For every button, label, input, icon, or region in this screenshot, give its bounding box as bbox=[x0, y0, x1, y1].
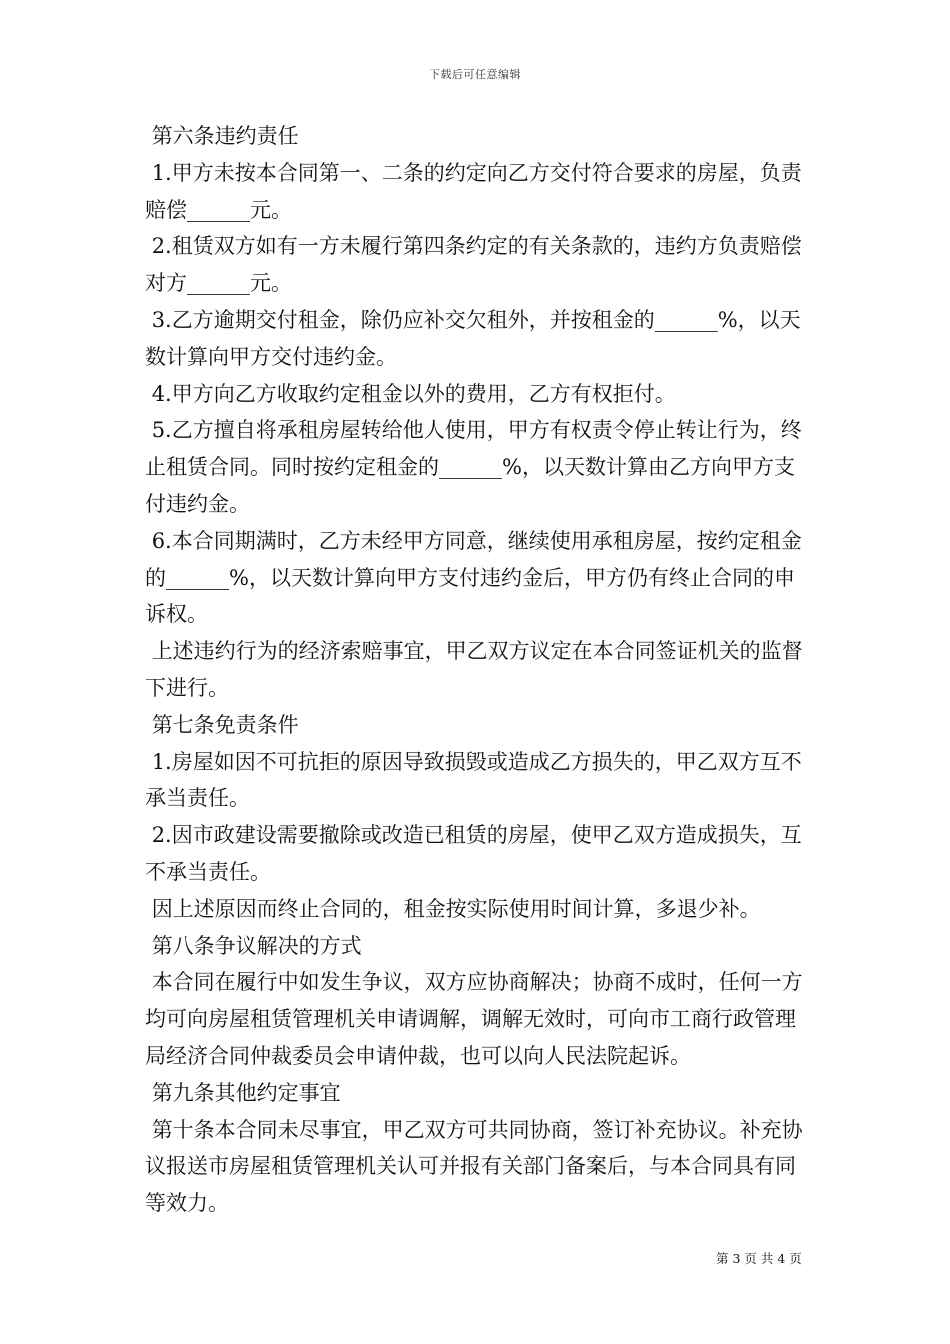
page-number: 第 3 页 共 4 页 bbox=[716, 1251, 802, 1266]
clause-6-6: 6.本合同期满时，乙方未经甲方同意，继续使用承租房屋，按约定租金的______%，以天数计算向甲方支付违约金后，甲方仍有终止合同的申诉权。 bbox=[145, 528, 802, 627]
clause-8-body: 本合同在履行中如发生争议，双方应协商解决；协商不成时，任何一方均可向房屋租赁管理机关申请调解，调解无效时，可向市工商行政管理局经济合同仲裁委员会申请仲裁，也可以向人民法院起诉。 bbox=[145, 970, 803, 1068]
clause-7-1: 1.房屋如因不可抗拒的原因导致损毁或造成乙方损失的，甲乙双方互不承当责任。 bbox=[145, 749, 802, 811]
clause-6-2: 2.租赁双方如有一方未履行第四条约定的有关条款的，违约方负责赔偿对方______元。 bbox=[145, 234, 802, 296]
clause-6-4: 4.甲方向乙方收取约定租金以外的费用，乙方有权拒付。 bbox=[145, 381, 676, 406]
clause-6-1: 1.甲方未按本合同第一、二条的约定向乙方交付符合要求的房屋，负责赔偿______元。 bbox=[145, 160, 802, 222]
article-9-heading: 第九条其他约定事宜 bbox=[145, 1080, 341, 1105]
clause-7-note: 因上述原因而终止合同的，租金按实际使用时间计算，多退少补。 bbox=[145, 896, 761, 921]
article-6-heading: 第六条违约责任 bbox=[145, 124, 299, 148]
clause-6-note: 上述违约行为的经济索赔事宜，甲乙双方议定在本合同签证机关的监督下进行。 bbox=[145, 639, 803, 700]
article-7-heading: 第七条免责条件 bbox=[145, 712, 299, 737]
document-body bbox=[145, 118, 813, 1222]
clause-7-2: 2.因市政建设需要撤除或改造已租赁的房屋，使甲乙双方造成损失，互不承当责任。 bbox=[145, 823, 802, 884]
page-header: 下载后可任意编辑 bbox=[429, 68, 521, 81]
article-8-heading: 第八条争议解决的方式 bbox=[145, 933, 362, 958]
clause-6-5: 5.乙方擅自将承租房屋转给他人使用，甲方有权责令停止转让行为，终止租赁合同。同时按约定租金的______%，以天数计算由乙方向甲方支付违约金。 bbox=[145, 418, 802, 516]
clause-6-3: 3.乙方逾期交付租金，除仍应补交欠租外，并按租金的______%，以天数计算向甲方交付违约金。 bbox=[145, 307, 801, 369]
article-10-body: 第十条本合同未尽事宜，甲乙双方可共同协商，签订补充协议。补充协议报送市房屋租赁管理机关认可并报有关部门备案后，与本合同具有同等效力。 bbox=[145, 1117, 803, 1216]
